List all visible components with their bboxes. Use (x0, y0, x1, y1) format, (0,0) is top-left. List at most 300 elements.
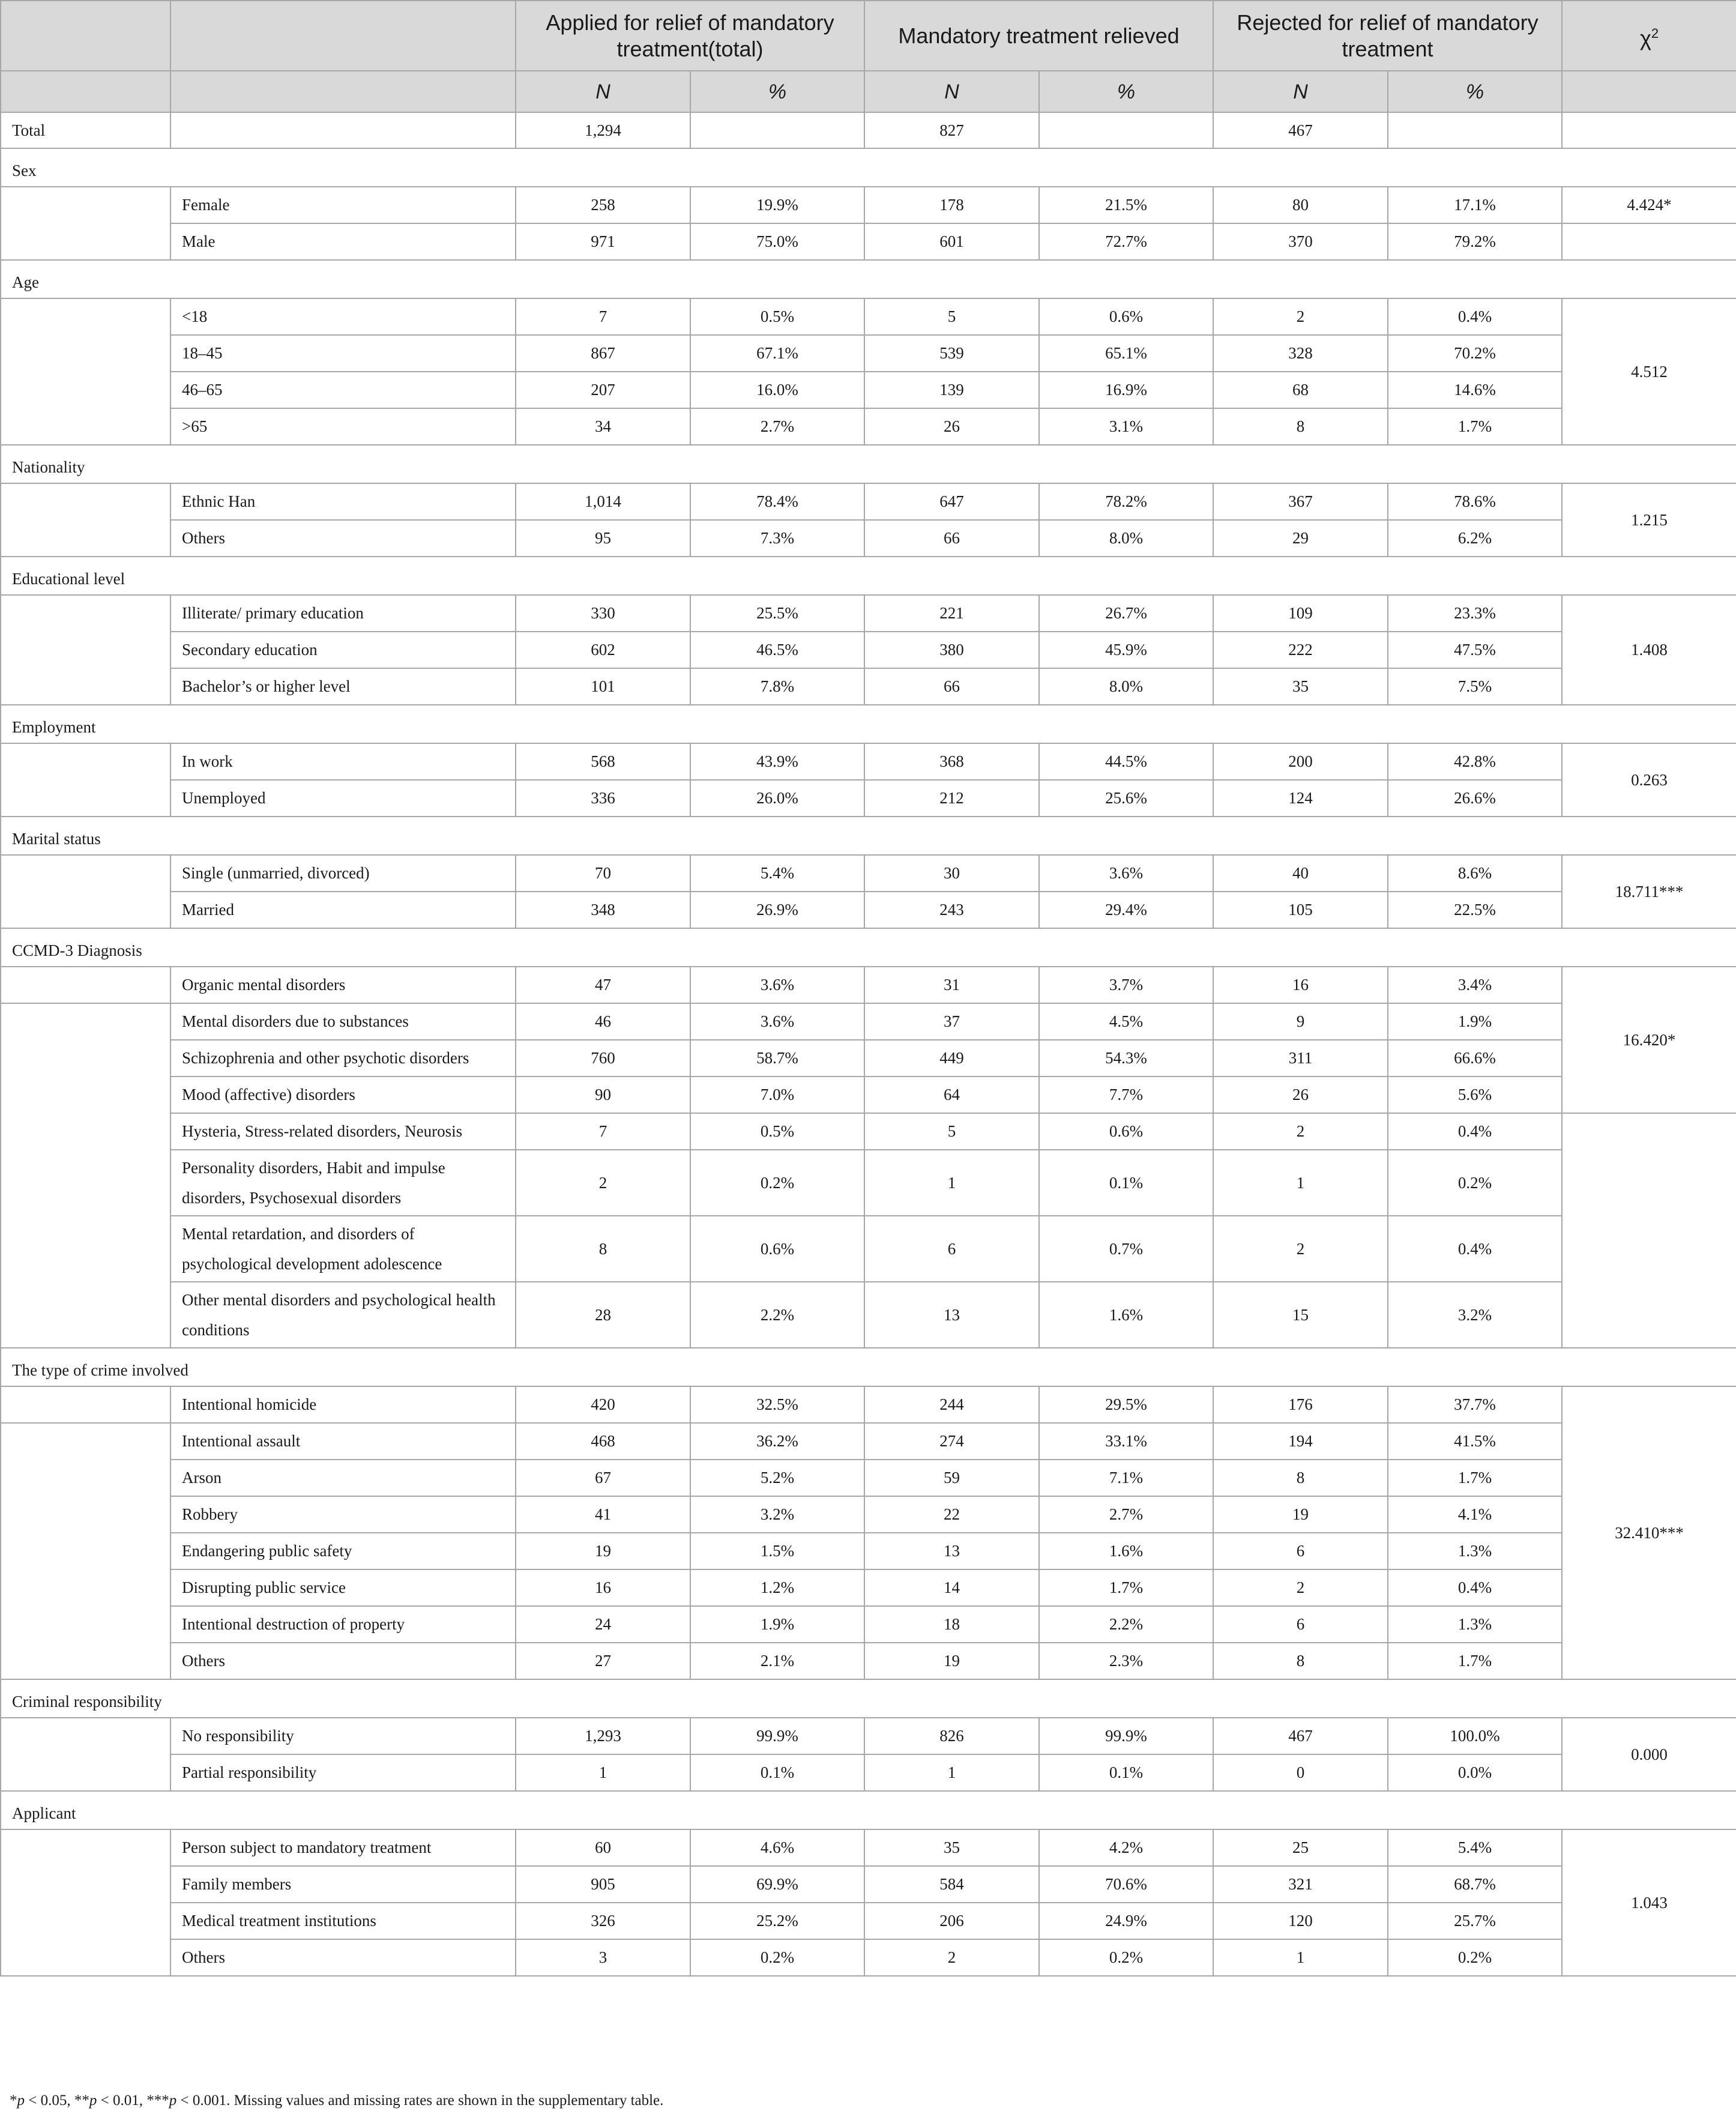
row-label: Intentional homicide (170, 1386, 516, 1423)
footnote (10, 2092, 663, 2109)
relieved-n: 601 (864, 223, 1039, 260)
row-indent-cell (1, 1718, 170, 1791)
footnote-t3: < 0.001. Missing values and missing rates are shown in the supplementary table. (176, 2092, 664, 2109)
applied-n: 24 (516, 1606, 690, 1643)
group-title: Marital status (1, 817, 1736, 855)
subheader-blank-3 (1562, 71, 1736, 112)
applied-n: 330 (516, 595, 690, 632)
applied-pct: 1.2% (690, 1569, 864, 1606)
relieved-pct: 4.2% (1039, 1829, 1213, 1866)
relieved-n: 274 (864, 1423, 1039, 1460)
applied-n: 971 (516, 223, 690, 260)
applied-pct: 7.0% (690, 1077, 864, 1113)
relieved-pct: 29.5% (1039, 1386, 1213, 1423)
row-label: Mood (affective) disorders (170, 1077, 516, 1113)
applied-pct: 67.1% (690, 335, 864, 372)
relieved-n: 5 (864, 1113, 1039, 1150)
table-row (1, 1423, 1736, 1460)
table-row (1, 595, 1736, 632)
applied-pct: 7.8% (690, 668, 864, 705)
table-row (1, 483, 1736, 520)
applied-pct: 26.0% (690, 780, 864, 817)
header-applied: Applied for relief of mandatory treatment(total) (516, 1, 864, 71)
chi-square-value: 0.000 (1562, 1718, 1736, 1791)
relieved-pct: 8.0% (1039, 520, 1213, 557)
relieved-n: 539 (864, 335, 1039, 372)
total-relieved-pct (1039, 112, 1213, 148)
applied-pct: 26.9% (690, 892, 864, 928)
relieved-n: 178 (864, 187, 1039, 223)
row-label: Mental retardation, and disorders of psychological development adolescence (170, 1216, 516, 1282)
row-label: Ethnic Han (170, 483, 516, 520)
relieved-pct: 16.9% (1039, 372, 1213, 408)
rejected-n: 328 (1213, 335, 1388, 372)
rejected-n: 2 (1213, 1113, 1388, 1150)
applied-n: 760 (516, 1040, 690, 1077)
rejected-pct: 25.7% (1388, 1903, 1562, 1939)
applied-n: 27 (516, 1643, 690, 1679)
relieved-n: 1 (864, 1150, 1039, 1216)
row-indent-cell (1, 855, 170, 928)
total-rejected-pct (1388, 112, 1562, 148)
rejected-n: 26 (1213, 1077, 1388, 1113)
group-header-row (1, 1791, 1736, 1829)
rejected-pct: 41.5% (1388, 1423, 1562, 1460)
row-label: Personality disorders, Habit and impulse disorders, Psychosexual disorders (170, 1150, 516, 1216)
rejected-pct: 78.6% (1388, 483, 1562, 520)
row-indent-cell (1, 967, 170, 1003)
row-label: Bachelor’s or higher level (170, 668, 516, 705)
relieved-n: 22 (864, 1496, 1039, 1533)
applied-pct: 4.6% (690, 1829, 864, 1866)
row-label: 46–65 (170, 372, 516, 408)
row-label: Family members (170, 1866, 516, 1903)
rejected-n: 105 (1213, 892, 1388, 928)
row-indent-cell (1, 1003, 170, 1348)
applied-n: 8 (516, 1216, 690, 1282)
subheader-applied-pct: % (690, 71, 864, 112)
rejected-pct: 5.4% (1388, 1829, 1562, 1866)
relieved-pct: 2.7% (1039, 1496, 1213, 1533)
group-header-row (1, 705, 1736, 743)
row-indent-cell (1, 1423, 170, 1679)
group-title: CCMD-3 Diagnosis (1, 928, 1736, 967)
header-chi-square (1562, 1, 1736, 71)
table-row (1, 1496, 1736, 1533)
table-row (1, 1866, 1736, 1903)
table-row (1, 1718, 1736, 1754)
applied-n: 41 (516, 1496, 690, 1533)
row-indent-cell (1, 483, 170, 557)
row-indent-cell (1, 595, 170, 705)
rejected-n: 8 (1213, 1643, 1388, 1679)
applied-pct: 7.3% (690, 520, 864, 557)
rejected-n: 6 (1213, 1533, 1388, 1569)
applied-n: 1,014 (516, 483, 690, 520)
subheader-relieved-n: N (864, 71, 1039, 112)
applied-n: 46 (516, 1003, 690, 1040)
group-header-row (1, 1679, 1736, 1718)
rejected-pct: 3.4% (1388, 967, 1562, 1003)
row-label: Intentional destruction of property (170, 1606, 516, 1643)
table-body (1, 112, 1736, 1976)
relieved-n: 2 (864, 1939, 1039, 1976)
rejected-pct: 26.6% (1388, 780, 1562, 817)
relieved-pct: 2.3% (1039, 1643, 1213, 1679)
table-row (1, 1754, 1736, 1791)
rejected-n: 124 (1213, 780, 1388, 817)
relieved-pct: 0.7% (1039, 1216, 1213, 1282)
relieved-pct: 65.1% (1039, 335, 1213, 372)
table-row (1, 1606, 1736, 1643)
rejected-pct: 23.3% (1388, 595, 1562, 632)
total-blank (170, 112, 516, 148)
group-header-row (1, 928, 1736, 967)
relieved-n: 66 (864, 520, 1039, 557)
rejected-n: 321 (1213, 1866, 1388, 1903)
chi-square-value: 1.043 (1562, 1829, 1736, 1976)
row-label: Mental disorders due to substances (170, 1003, 516, 1040)
chi-square-value: 4.512 (1562, 298, 1736, 445)
applied-pct: 3.6% (690, 967, 864, 1003)
applied-n: 1,293 (516, 1718, 690, 1754)
row-label: Others (170, 1939, 516, 1976)
rejected-n: 222 (1213, 632, 1388, 668)
applied-pct: 0.2% (690, 1939, 864, 1976)
group-header-row (1, 260, 1736, 298)
applied-n: 2 (516, 1150, 690, 1216)
applied-n: 602 (516, 632, 690, 668)
group-title: Employment (1, 705, 1736, 743)
rejected-n: 8 (1213, 1460, 1388, 1496)
applied-n: 336 (516, 780, 690, 817)
header-row (1, 1, 1736, 71)
applied-n: 348 (516, 892, 690, 928)
rejected-n: 2 (1213, 1216, 1388, 1282)
relieved-pct: 0.2% (1039, 1939, 1213, 1976)
relieved-n: 139 (864, 372, 1039, 408)
subheader-row (1, 71, 1736, 112)
row-label: In work (170, 743, 516, 780)
total-row (1, 112, 1736, 148)
row-label: Medical treatment institutions (170, 1903, 516, 1939)
row-label: Endangering public safety (170, 1533, 516, 1569)
row-label: Person subject to mandatory treatment (170, 1829, 516, 1866)
applied-n: 16 (516, 1569, 690, 1606)
applied-pct: 3.2% (690, 1496, 864, 1533)
table-row (1, 187, 1736, 223)
relieved-n: 368 (864, 743, 1039, 780)
rejected-pct: 37.7% (1388, 1386, 1562, 1423)
table-row (1, 408, 1736, 445)
relieved-n: 1 (864, 1754, 1039, 1791)
rejected-n: 2 (1213, 1569, 1388, 1606)
applied-pct: 46.5% (690, 632, 864, 668)
row-label: Schizophrenia and other psychotic disorders (170, 1040, 516, 1077)
applied-pct: 25.5% (690, 595, 864, 632)
group-title: Criminal responsibility (1, 1679, 1736, 1718)
applied-n: 19 (516, 1533, 690, 1569)
group-header-row (1, 1348, 1736, 1386)
table-row (1, 335, 1736, 372)
rejected-pct: 70.2% (1388, 335, 1562, 372)
total-applied-n: 1,294 (516, 112, 690, 148)
applied-pct: 3.6% (690, 1003, 864, 1040)
relieved-n: 243 (864, 892, 1039, 928)
row-indent-cell (1, 187, 170, 260)
relieved-n: 66 (864, 668, 1039, 705)
applied-n: 7 (516, 1113, 690, 1150)
rejected-pct: 1.9% (1388, 1003, 1562, 1040)
relieved-n: 6 (864, 1216, 1039, 1282)
relieved-n: 221 (864, 595, 1039, 632)
table-row (1, 1113, 1736, 1150)
chi-square-value: 16.420* (1562, 967, 1736, 1113)
row-label: Other mental disorders and psychological health conditions (170, 1282, 516, 1348)
chi-square-blank (1562, 1113, 1736, 1348)
relieved-n: 19 (864, 1643, 1039, 1679)
relieved-n: 18 (864, 1606, 1039, 1643)
table-row (1, 223, 1736, 260)
relieved-pct: 25.6% (1039, 780, 1213, 817)
total-applied-pct (690, 112, 864, 148)
rejected-n: 6 (1213, 1606, 1388, 1643)
applied-pct: 16.0% (690, 372, 864, 408)
row-label: >65 (170, 408, 516, 445)
applied-n: 47 (516, 967, 690, 1003)
rejected-n: 29 (1213, 520, 1388, 557)
table-row (1, 1040, 1736, 1077)
chi-square-value: 18.711*** (1562, 855, 1736, 928)
table-row (1, 892, 1736, 928)
row-indent-cell (1, 1386, 170, 1423)
applied-pct: 78.4% (690, 483, 864, 520)
applied-pct: 0.6% (690, 1216, 864, 1282)
header-relieved: Mandatory treatment relieved (864, 1, 1213, 71)
table-row (1, 1939, 1736, 1976)
footnote-t2: < 0.01, *** (97, 2092, 169, 2109)
relieved-pct: 3.6% (1039, 855, 1213, 892)
rejected-pct: 8.6% (1388, 855, 1562, 892)
table-row (1, 1569, 1736, 1606)
table-row (1, 1533, 1736, 1569)
table-row (1, 855, 1736, 892)
subheader-rejected-pct: % (1388, 71, 1562, 112)
applied-pct: 5.4% (690, 855, 864, 892)
applied-n: 326 (516, 1903, 690, 1939)
table-row (1, 520, 1736, 557)
relieved-pct: 1.6% (1039, 1533, 1213, 1569)
applied-n: 28 (516, 1282, 690, 1348)
applied-n: 3 (516, 1939, 690, 1976)
relieved-pct: 3.7% (1039, 967, 1213, 1003)
applied-n: 95 (516, 520, 690, 557)
relieved-pct: 54.3% (1039, 1040, 1213, 1077)
applied-pct: 43.9% (690, 743, 864, 780)
relieved-n: 35 (864, 1829, 1039, 1866)
rejected-pct: 1.3% (1388, 1533, 1562, 1569)
relieved-n: 26 (864, 408, 1039, 445)
rejected-pct: 7.5% (1388, 668, 1562, 705)
relieved-n: 5 (864, 298, 1039, 335)
applied-pct: 0.5% (690, 1113, 864, 1150)
chi-square-value: 0.263 (1562, 743, 1736, 817)
rejected-n: 1 (1213, 1939, 1388, 1976)
row-label: 18–45 (170, 335, 516, 372)
chi-superscript: 2 (1651, 25, 1659, 41)
table-row (1, 743, 1736, 780)
relieved-n: 31 (864, 967, 1039, 1003)
chi-square-blank (1562, 223, 1736, 260)
relieved-pct: 8.0% (1039, 668, 1213, 705)
relieved-n: 244 (864, 1386, 1039, 1423)
rejected-n: 68 (1213, 372, 1388, 408)
rejected-pct: 79.2% (1388, 223, 1562, 260)
rejected-n: 0 (1213, 1754, 1388, 1791)
applied-pct: 1.9% (690, 1606, 864, 1643)
rejected-pct: 1.3% (1388, 1606, 1562, 1643)
relieved-pct: 21.5% (1039, 187, 1213, 223)
row-label: Robbery (170, 1496, 516, 1533)
row-label: Single (unmarried, divorced) (170, 855, 516, 892)
chi-square-value: 1.215 (1562, 483, 1736, 557)
row-label: <18 (170, 298, 516, 335)
table-row (1, 668, 1736, 705)
table-row (1, 1460, 1736, 1496)
relieved-pct: 99.9% (1039, 1718, 1213, 1754)
applied-pct: 69.9% (690, 1866, 864, 1903)
relieved-pct: 7.1% (1039, 1460, 1213, 1496)
rejected-n: 367 (1213, 483, 1388, 520)
row-label: No responsibility (170, 1718, 516, 1754)
row-label: Partial responsibility (170, 1754, 516, 1791)
relieved-n: 380 (864, 632, 1039, 668)
row-label: Disrupting public service (170, 1569, 516, 1606)
rejected-pct: 0.4% (1388, 1216, 1562, 1282)
rejected-n: 15 (1213, 1282, 1388, 1348)
applied-n: 468 (516, 1423, 690, 1460)
row-indent-cell (1, 298, 170, 445)
rejected-pct: 0.0% (1388, 1754, 1562, 1791)
row-label: Hysteria, Stress-related disorders, Neurosis (170, 1113, 516, 1150)
group-title: Sex (1, 148, 1736, 187)
row-label: Others (170, 520, 516, 557)
total-relieved-n: 827 (864, 112, 1039, 148)
applied-n: 1 (516, 1754, 690, 1791)
table-row (1, 1829, 1736, 1866)
relieved-pct: 1.6% (1039, 1282, 1213, 1348)
table-row (1, 1003, 1736, 1040)
applied-n: 207 (516, 372, 690, 408)
rejected-pct: 0.2% (1388, 1939, 1562, 1976)
relieved-pct: 7.7% (1039, 1077, 1213, 1113)
rejected-n: 2 (1213, 298, 1388, 335)
row-indent-cell (1, 743, 170, 817)
applied-pct: 32.5% (690, 1386, 864, 1423)
relieved-n: 59 (864, 1460, 1039, 1496)
rejected-n: 120 (1213, 1903, 1388, 1939)
relieved-n: 13 (864, 1533, 1039, 1569)
relieved-n: 647 (864, 483, 1039, 520)
relieved-pct: 44.5% (1039, 743, 1213, 780)
row-label: Organic mental disorders (170, 967, 516, 1003)
rejected-n: 16 (1213, 967, 1388, 1003)
relieved-pct: 0.6% (1039, 1113, 1213, 1150)
relieved-pct: 0.1% (1039, 1754, 1213, 1791)
rejected-n: 311 (1213, 1040, 1388, 1077)
rejected-n: 194 (1213, 1423, 1388, 1460)
relieved-n: 826 (864, 1718, 1039, 1754)
total-chi (1562, 112, 1736, 148)
relieved-pct: 4.5% (1039, 1003, 1213, 1040)
applied-pct: 2.2% (690, 1282, 864, 1348)
rejected-pct: 6.2% (1388, 520, 1562, 557)
applied-pct: 19.9% (690, 187, 864, 223)
rejected-pct: 17.1% (1388, 187, 1562, 223)
subheader-relieved-pct: % (1039, 71, 1213, 112)
header-blank-1 (1, 1, 170, 71)
table-row (1, 372, 1736, 408)
applied-pct: 2.7% (690, 408, 864, 445)
rejected-pct: 0.4% (1388, 298, 1562, 335)
table-row (1, 1077, 1736, 1113)
relieved-pct: 33.1% (1039, 1423, 1213, 1460)
rejected-pct: 4.1% (1388, 1496, 1562, 1533)
rejected-pct: 47.5% (1388, 632, 1562, 668)
rejected-n: 370 (1213, 223, 1388, 260)
group-title: Educational level (1, 557, 1736, 595)
table-row (1, 632, 1736, 668)
table-row (1, 1282, 1736, 1348)
group-header-row (1, 445, 1736, 483)
rejected-pct: 68.7% (1388, 1866, 1562, 1903)
applied-n: 7 (516, 298, 690, 335)
rejected-n: 25 (1213, 1829, 1388, 1866)
table-row (1, 1216, 1736, 1282)
footnote-t1: < 0.05, ** (25, 2092, 89, 2109)
relieved-pct: 29.4% (1039, 892, 1213, 928)
row-label: Male (170, 223, 516, 260)
applied-n: 67 (516, 1460, 690, 1496)
applied-n: 70 (516, 855, 690, 892)
rejected-pct: 22.5% (1388, 892, 1562, 928)
relieved-n: 37 (864, 1003, 1039, 1040)
rejected-pct: 0.4% (1388, 1569, 1562, 1606)
rejected-n: 109 (1213, 595, 1388, 632)
applied-pct: 1.5% (690, 1533, 864, 1569)
rejected-pct: 42.8% (1388, 743, 1562, 780)
header-rejected: Rejected for relief of mandatory treatment (1213, 1, 1562, 71)
rejected-n: 80 (1213, 187, 1388, 223)
footnote-p3: p (169, 2092, 177, 2109)
subheader-blank-1 (1, 71, 170, 112)
rejected-n: 40 (1213, 855, 1388, 892)
applied-pct: 0.2% (690, 1150, 864, 1216)
applied-pct: 2.1% (690, 1643, 864, 1679)
relieved-pct: 24.9% (1039, 1903, 1213, 1939)
relieved-n: 14 (864, 1569, 1039, 1606)
applied-pct: 25.2% (690, 1903, 864, 1939)
applied-n: 867 (516, 335, 690, 372)
group-header-row (1, 557, 1736, 595)
rejected-n: 9 (1213, 1003, 1388, 1040)
group-header-row (1, 817, 1736, 855)
group-title: Nationality (1, 445, 1736, 483)
row-indent-cell (1, 1829, 170, 1976)
group-title: The type of crime involved (1, 1348, 1736, 1386)
rejected-n: 176 (1213, 1386, 1388, 1423)
relieved-pct: 2.2% (1039, 1606, 1213, 1643)
